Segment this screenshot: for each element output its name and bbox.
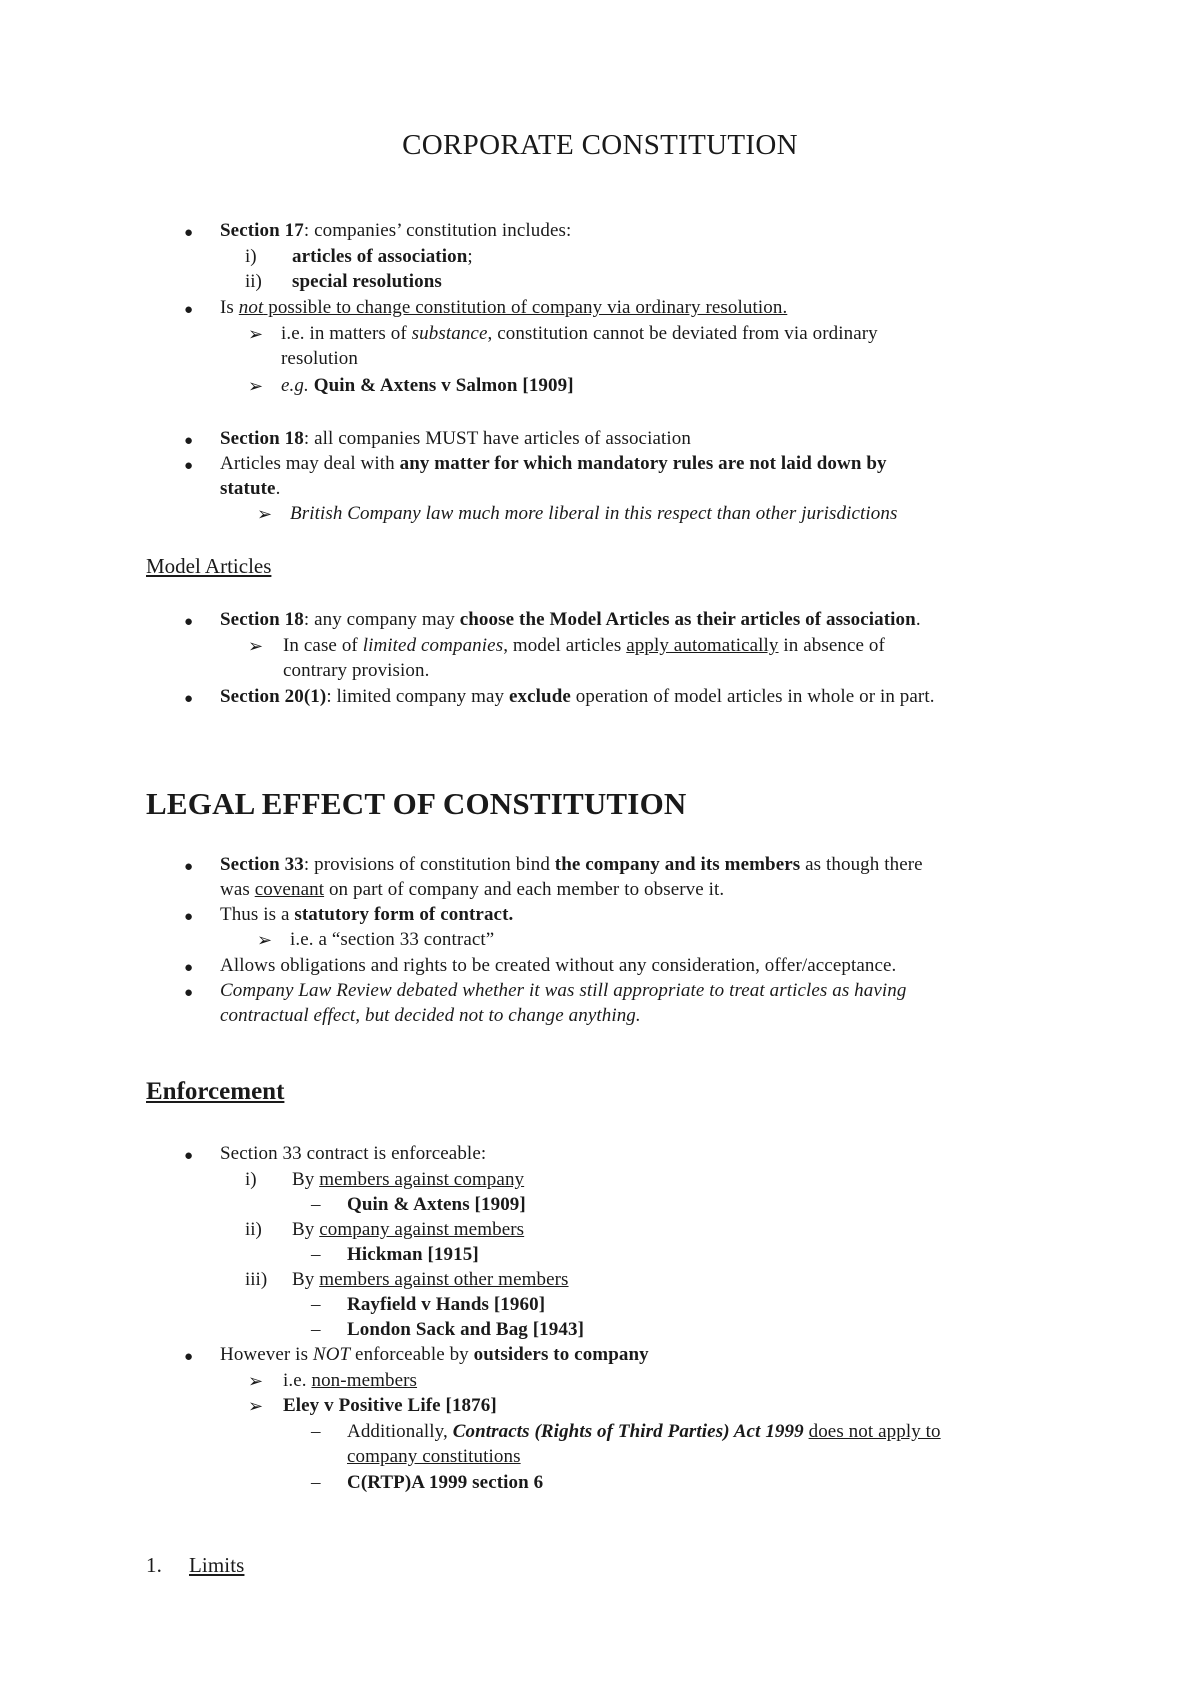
list-item: i.e. non-members — [283, 1370, 418, 1391]
case-citation: Quin & Axtens [1909] — [347, 1194, 526, 1215]
arrow-bullet-icon: ➢ — [248, 1371, 264, 1391]
bullet-company-law-review: Company Law Review debated whether it was still appropriate to treat articles as having — [220, 980, 907, 1001]
bullet-icon: ● — [184, 1349, 194, 1365]
list-item-continuation: resolution — [281, 348, 358, 369]
bullet-section-18: Section 18: all companies MUST have articles of association — [220, 428, 691, 449]
bullet-icon: ● — [184, 691, 194, 707]
bullet-icon: ● — [184, 1148, 194, 1164]
list-item-continuation: contractual effect, but decided not to change anything. — [220, 1005, 641, 1026]
bullet-section-20: Section 20(1): limited company may exclude operation of model articles in whole or in part. — [220, 686, 935, 707]
list-item: special resolutions — [292, 271, 442, 292]
bullet-obligations: Allows obligations and rights to be created without any consideration, offer/acceptance. — [220, 955, 897, 976]
roman-numeral: i) — [245, 1169, 257, 1190]
case-citation: Eley v Positive Life [1876] — [283, 1395, 497, 1416]
list-item: British Company law much more liberal in this respect than other jurisdictions — [290, 503, 898, 524]
list-item: In case of limited companies, model articles apply automatically in absence of — [283, 635, 885, 656]
bullet-icon: ● — [184, 225, 194, 241]
arrow-bullet-icon: ➢ — [257, 930, 273, 950]
bullet-outsiders: However is NOT enforceable by outsiders to company — [220, 1344, 649, 1365]
case-citation: Rayfield v Hands [1960] — [347, 1294, 546, 1315]
list-item: C(RTP)A 1999 section 6 — [347, 1472, 544, 1493]
case-citation: Hickman [1915] — [347, 1244, 479, 1265]
limits-heading: Limits — [189, 1553, 245, 1577]
list-item: i.e. in matters of substance, constitution cannot be deviated from via ordinary — [281, 323, 878, 344]
bullet-enforceable: Section 33 contract is enforceable: — [220, 1143, 487, 1164]
enforcement-heading: Enforcement — [146, 1078, 285, 1105]
bullet-section-17: Section 17: companies’ constitution includes: — [220, 220, 572, 241]
list-item-continuation: statute. — [220, 478, 281, 499]
case-citation: London Sack and Bag [1943] — [347, 1319, 585, 1340]
legal-effect-heading: LEGAL EFFECT OF CONSTITUTION — [146, 786, 687, 821]
bullet-icon: ● — [184, 458, 194, 474]
bullet-ordinary-resolution: Is not possible to change constitution of company via ordinary resolution. — [220, 297, 788, 318]
dash-bullet-icon: – — [311, 1472, 321, 1493]
dash-bullet-icon: – — [311, 1294, 321, 1315]
list-item: By company against members — [292, 1219, 525, 1240]
bullet-icon: ● — [184, 909, 194, 925]
list-item: By members against other members — [292, 1269, 569, 1290]
list-item: Additionally, Contracts (Rights of Third Parties) Act 1999 does not apply to — [347, 1421, 941, 1442]
list-item-continuation: was covenant on part of company and each member to observe it. — [220, 879, 725, 900]
bullet-articles: Articles may deal with any matter for which mandatory rules are not laid down by — [220, 453, 887, 474]
dash-bullet-icon: – — [311, 1319, 321, 1340]
bullet-icon: ● — [184, 859, 194, 875]
arrow-bullet-icon: ➢ — [257, 504, 273, 524]
list-item-continuation: company constitutions — [347, 1446, 521, 1467]
bullet-icon: ● — [184, 985, 194, 1001]
bullet-statutory-contract: Thus is a statutory form of contract. — [220, 904, 514, 925]
roman-numeral: ii) — [245, 1219, 262, 1240]
dash-bullet-icon: – — [311, 1421, 321, 1442]
bullet-icon: ● — [184, 302, 194, 318]
page-title: CORPORATE CONSTITUTION — [402, 129, 798, 161]
list-item: articles of association; — [292, 246, 473, 267]
roman-numeral: i) — [245, 246, 257, 267]
case-citation: e.g. Quin & Axtens v Salmon [1909] — [281, 375, 574, 396]
bullet-section-18-model: Section 18: any company may choose the Model Articles as their articles of association. — [220, 609, 921, 630]
arrow-bullet-icon: ➢ — [248, 376, 264, 396]
dash-bullet-icon: – — [311, 1194, 321, 1215]
bullet-section-33: Section 33: provisions of constitution bind the company and its members as though there — [220, 854, 923, 875]
list-item: i.e. a “section 33 contract” — [290, 929, 495, 950]
bullet-icon: ● — [184, 433, 194, 449]
roman-numeral: ii) — [245, 271, 262, 292]
bullet-icon: ● — [184, 960, 194, 976]
list-item-continuation: contrary provision. — [283, 660, 430, 681]
list-item: By members against company — [292, 1169, 525, 1190]
model-articles-heading: Model Articles — [146, 554, 272, 578]
numbered-heading-number: 1. — [146, 1553, 162, 1577]
arrow-bullet-icon: ➢ — [248, 324, 264, 344]
bullet-icon: ● — [184, 614, 194, 630]
arrow-bullet-icon: ➢ — [248, 1396, 264, 1416]
dash-bullet-icon: – — [311, 1244, 321, 1265]
roman-numeral: iii) — [245, 1269, 268, 1290]
arrow-bullet-icon: ➢ — [248, 636, 264, 656]
